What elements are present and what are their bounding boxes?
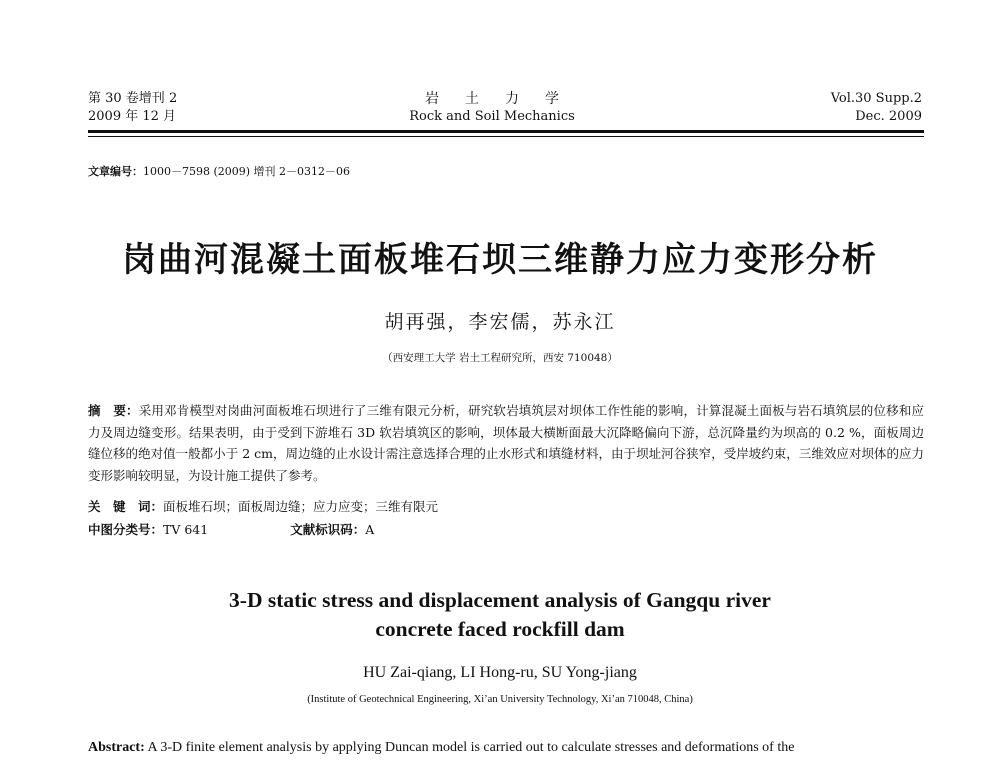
abstract-cn-text: 采用邓肯模型对岗曲河面板堆石坝进行了三维有限元分析，研究软岩填筑层对坝体工作性能的影响，计算混凝土面板与岩石填筑层的位移和应力及周边缝变形。结果表明，由于受到下游堆石 3D 软岩填筑区的影响，坝体最大横断面最大沉降略偏向下游，总沉降量约为坝高的 0.2 %，面板周边缝位移的绝对值一般都小于 2 cm，周边缝的止水设计需注意选择合理的止水形式和填缝材料，由于坝址河谷狭窄，受岸坡约束，三维效应对坝体的应力变形影响较明显，为设计施工提供了参考。 <box>88 403 924 483</box>
class-number-label: 中图分类号： <box>88 522 164 537</box>
doc-id-label: 文献标识码： <box>290 522 366 537</box>
class-number-value: TV 641 <box>163 522 209 537</box>
abstract-en <box>88 740 924 756</box>
paper-title-en <box>0 586 1000 644</box>
affiliation-en: (Institute of Geotechnical Engineering, Xi’an University Technology, Xi’an 710048, China) <box>307 694 693 705</box>
article-number-value: 1000－7598 (2009) 增刊 2－0312－06 <box>143 165 351 178</box>
header-rule-thin <box>88 136 924 137</box>
journal-volume-info-en <box>831 90 922 126</box>
authors-en: HU Zai-qiang, LI Hong-ru, SU Yong-jiang <box>363 664 637 681</box>
paper-title-en-line1: 3-D static stress and displacement analysis of Gangqu river <box>229 588 771 612</box>
paper-title-en-line2: concrete faced rockfill dam <box>375 617 625 641</box>
journal-volume-info-cn <box>88 90 177 126</box>
journal-name-block <box>392 90 592 126</box>
paper-title-cn: 岗曲河混凝土面板堆石坝三维静力应力变形分析 <box>122 240 878 280</box>
keywords-cn-text: 面板堆石坝；面板周边缝；应力应变；三维有限元 <box>163 499 439 514</box>
keywords-cn-label: 关 键 词： <box>88 499 164 514</box>
volume-en: Vol.30 Supp.2 <box>830 91 922 106</box>
date-cn: 2009 年 12 月 <box>88 109 177 124</box>
abstract-cn-label: 摘 要： <box>88 403 139 418</box>
abstract-en-label: Abstract: <box>88 740 145 755</box>
header-rule-thick <box>88 130 924 133</box>
article-number-label: 文章编号： <box>88 165 143 178</box>
authors-cn: 胡再强，李宏儒，苏永江 <box>384 311 616 333</box>
doc-id-value: A <box>365 522 375 537</box>
volume-cn: 第 30 卷增刊 2 <box>88 91 178 106</box>
journal-name-en: Rock and Soil Mechanics <box>409 109 575 124</box>
abstract-en-text: A 3-D finite element analysis by applying Duncan model is carried out to calculate stresses and deformations of the <box>144 740 795 755</box>
article-number <box>88 163 350 179</box>
classification-row <box>88 520 374 540</box>
abstract-cn <box>88 400 924 486</box>
keywords-cn <box>88 497 438 517</box>
date-en: Dec. 2009 <box>855 109 922 124</box>
journal-name-cn: 岩土力学 <box>425 91 585 107</box>
affiliation-cn: （西安理工大学 岩土工程研究所，西安 710048） <box>382 352 618 364</box>
